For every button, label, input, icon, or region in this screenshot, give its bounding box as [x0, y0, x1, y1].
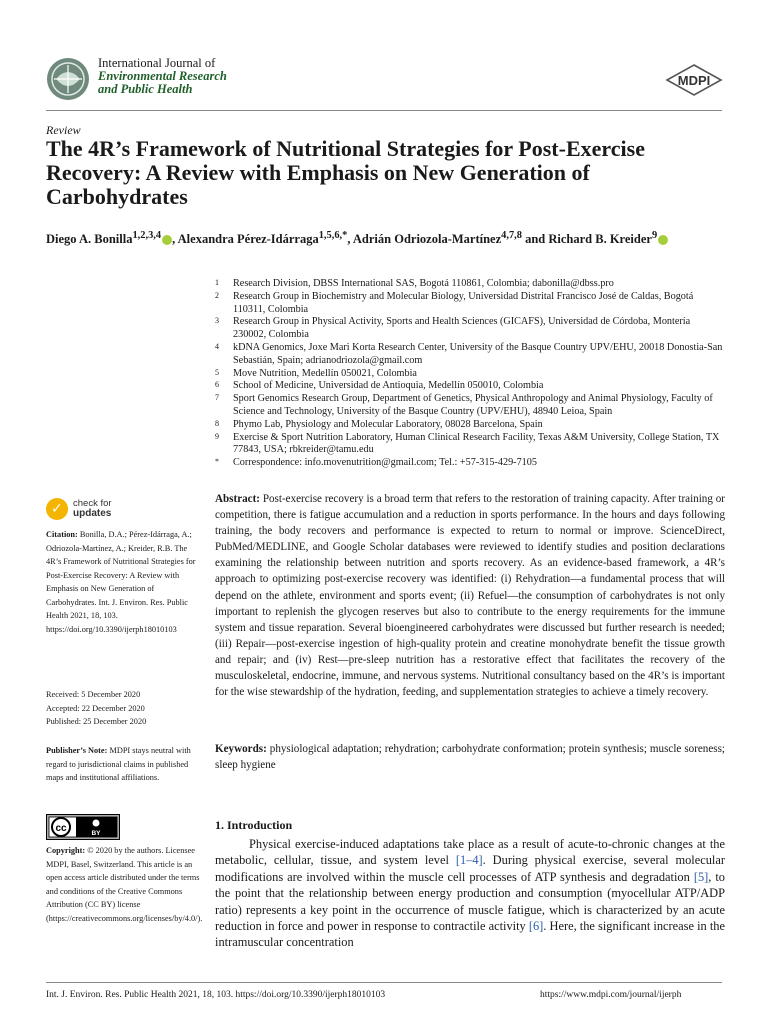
footer-divider: [46, 982, 722, 983]
author-name: Alexandra Pérez-Idárraga: [177, 232, 319, 247]
cc-by-license-icon[interactable]: [46, 814, 120, 840]
author-name: Richard B. Kreider: [548, 232, 652, 247]
journal-name-line1: International Journal of: [98, 56, 216, 70]
affiliation-item: [215, 278, 725, 291]
intro-text: , to the point that the relationship between energy production and consumption (myocellular ATP/ADP ratio) represents a key point in the occurrence of muscle fatigue, which is characterized by an acute reduction in force and power in response to contractile activity: [215, 869, 725, 934]
affiliation-text: Research Group in Physical Activity, Sports and Health Sciences (GICAFS), Universidad de Córdoba, Montería 230002, Colombia: [233, 316, 691, 341]
author-affil-sup: 9: [651, 230, 658, 241]
published-date: Published: 25 December 2020: [46, 717, 147, 726]
affiliation-number: 1: [215, 278, 219, 287]
affiliation-item: [215, 432, 725, 458]
check-for-updates-button[interactable]: [46, 498, 126, 522]
keywords-label: Keywords:: [215, 743, 267, 755]
author-separator: ,: [172, 232, 178, 247]
affiliation-number: 7: [215, 393, 219, 403]
affiliation-item: [215, 291, 725, 317]
affiliation-item: [215, 393, 725, 419]
publisher-note-text: MDPI stays neutral with regard to jurisdictional claims in published maps and institutional affiliations.: [46, 746, 191, 782]
journal-name-line2: Environmental Research: [98, 69, 227, 83]
received-date: Received: 5 December 2020: [46, 690, 141, 699]
author-name: Diego A. Bonilla: [46, 232, 133, 247]
reference-link[interactable]: [5]: [693, 869, 709, 884]
affiliation-text: kDNA Genomics, Joxe Mari Korta Research Center, University of the Basque Country UPV/EHU, 20018 Donostia-San Sebastián, Spain; adrianodriozola@gmail.com: [233, 341, 723, 366]
author-list: [46, 228, 686, 247]
reference-link[interactable]: [1–4]: [455, 853, 483, 868]
footer-journal-url[interactable]: https://www.mdpi.com/journal/ijerph: [540, 990, 682, 1000]
author-affil-sup: 1,2,3,4: [132, 230, 162, 241]
author-separator: ,: [347, 232, 353, 247]
footer-citation: Int. J. Environ. Res. Public Health 2021, 18, 103. https://doi.org/10.3390/ijerph18010103: [46, 990, 386, 1000]
publisher-note: [46, 744, 200, 785]
section-heading: 1. Introduction: [215, 818, 293, 832]
affiliation-text: Research Division, DBSS International SAS, Bogotá 110861, Colombia; dabonilla@dbss.pro: [233, 278, 614, 289]
citation-label: Citation:: [46, 530, 78, 539]
author-affil-sup: 1,5,6,*: [318, 230, 348, 241]
publisher-note-label: Publisher’s Note:: [46, 746, 108, 755]
intro-text: Physical exercise-induced adaptations take place as a result of acute-to-chronic changes at the metabolic, cellular, tissue, and system level: [215, 837, 725, 868]
affiliation-text: Exercise & Sport Nutrition Laboratory, Human Clinical Research Facility, Texas A&M University, College Station, TX 77843, USA; rbkreider@tamu.edu: [233, 431, 720, 456]
publisher-logo-text: MDPI: [677, 73, 711, 88]
reference-link[interactable]: [6]: [528, 919, 544, 934]
correspondence-item: [215, 457, 725, 470]
author-separator: and: [521, 232, 549, 247]
header-divider: [46, 110, 722, 111]
by-badge-text: BY: [91, 830, 101, 837]
affiliation-item: [215, 419, 725, 432]
introduction-paragraph: [215, 836, 725, 951]
copyright-text: © 2020 by the authors. Licensee MDPI, Basel, Switzerland. This article is an open access article distributed under the terms and conditions of the Creative Commons Attribution (CC BY) license (https://creativecommons.org/licenses/by/4.0/).: [46, 846, 203, 923]
affiliation-number: 3: [215, 316, 219, 326]
mdpi-logo-icon: [664, 64, 724, 96]
affiliation-item: [215, 368, 725, 381]
copyright-label: Copyright:: [46, 846, 86, 855]
check-updates-icon: ✓: [46, 498, 68, 520]
affiliation-text: Correspondence: info.movenutrition@gmail.com; Tel.: +57-315-429-7105: [233, 457, 537, 469]
affiliation-item: [215, 316, 725, 342]
affiliation-number: *: [215, 457, 219, 467]
article-type: Review: [46, 123, 81, 137]
affiliation-number: 5: [215, 367, 219, 377]
dates-block: [46, 688, 200, 729]
abstract-label: Abstract:: [215, 493, 260, 505]
journal-name: [98, 57, 227, 96]
paper-title: The 4R’s Framework of Nutritional Strategies for Post-Exercise Recovery: A Review with Emphasis on New Generation of Carbohydrates: [46, 136, 645, 209]
intro-text: . Here, the significant increase in the intramuscular concentration: [215, 919, 725, 950]
check-updates-line1: check for: [73, 498, 112, 509]
affiliation-number: 2: [215, 290, 219, 300]
affiliation-number: 6: [215, 380, 219, 390]
affiliation-text: Move Nutrition, Medellín 050021, Colombia: [233, 367, 417, 379]
affiliation-text: Sport Genomics Research Group, Department of Genetics, Physical Anthropology and Animal Physiology, Faculty of Science and Technology, University of the Basque Country (UPV/EHU), 48940 Leioa, Spain: [233, 393, 713, 417]
keywords-text: physiological adaptation; rehydration; carbohydrate conformation; protein synthesis; muscle soreness; sleep hygiene: [215, 743, 725, 771]
affiliation-list: [215, 278, 725, 470]
journal-name-line3: and Public Health: [98, 82, 193, 96]
orcid-icon[interactable]: [658, 235, 668, 245]
intro-text: . During physical exercise, several molecular modifications are involved within the muscle cell processes of ATP synthesis and degradation: [215, 853, 725, 884]
accepted-date: Accepted: 22 December 2020: [46, 703, 145, 713]
author-name: Adrián Odriozola-Martínez: [352, 232, 502, 247]
citation-text: Bonilla, D.A.; Pérez-Idárraga, A.; Odriozola-Martínez, A.; Kreider, R.B. The 4R’s Framework of Nutritional Strategies for Post-Exercise Recovery: A Review with Emphasis on New Generation of Carbohydrates. Int. J. Environ. Res. Public Health 2021, 18, 103. https://doi.org/10.3390/ijerph18010103: [46, 530, 196, 634]
cc-badge-text: cc: [55, 823, 67, 834]
orcid-icon[interactable]: [162, 235, 172, 245]
affiliation-item: [215, 342, 725, 368]
copyright-block: [46, 844, 203, 925]
affiliation-text: Phymo Lab, Physiology and Molecular Laboratory, 08028 Barcelona, Spain: [233, 418, 543, 430]
abstract-text: Post-exercise recovery is a broad term that refers to the restoration of training capacity. After training or competition, there is fatigue accumulation and a reduction in sports performance. In the hours and days following training, the body recovers and performance is expected to return to normal or improve. ScienceDirect, PubMed/MEDLINE, and Google Scholar databases were reviewed to identify studies and position declarations examining the relationship between nutrition and sports recovery. As an evidence-based framework, a 4R’s approach to optimizing post-exercise recovery was identified: (i) Rehydration—a fundamental process that will depend on the athlete, environment and sports event; (ii) Refuel—the consumption of carbohydrates is not only important to replenish the glycogen reserves but also to contribute to the energy requirements for the immune system and tissue reparation. Several bioengineered carbohydrates were discussed but further research is needed; (iii) Repair—post-exercise ingestion of high-quality protein and creatine monohydrate benefit the tissue growth and repair; and (iv) Rest—pre-sleep nutrition has a restorative effect that facilitates the recovery of the musculoskeletal, endocrine, immune, and nervous systems. Nutritional consultancy based on the 4R’s is important for the wise stewardship of the hydration, feeding, and supplementation strategies to achieve a timely recovery.: [215, 493, 725, 699]
journal-logo-icon: [46, 57, 90, 101]
affiliation-item: [215, 380, 725, 393]
keywords: [215, 741, 725, 773]
citation-block: [46, 528, 200, 636]
affiliation-text: Research Group in Biochemistry and Molecular Biology, Universidad Distrital Francisco José de Caldas, Bogotá 110311, Colombia: [233, 290, 694, 315]
affiliation-text: School of Medicine, Universidad de Antioquia, Medellín 050010, Colombia: [233, 380, 544, 392]
affiliation-number: 9: [215, 431, 219, 441]
abstract: [215, 491, 725, 700]
author-affil-sup: 4,7,8: [501, 230, 522, 241]
check-updates-line2: updates: [73, 508, 112, 519]
affiliation-number: 8: [215, 418, 219, 428]
affiliation-number: 4: [215, 341, 219, 351]
